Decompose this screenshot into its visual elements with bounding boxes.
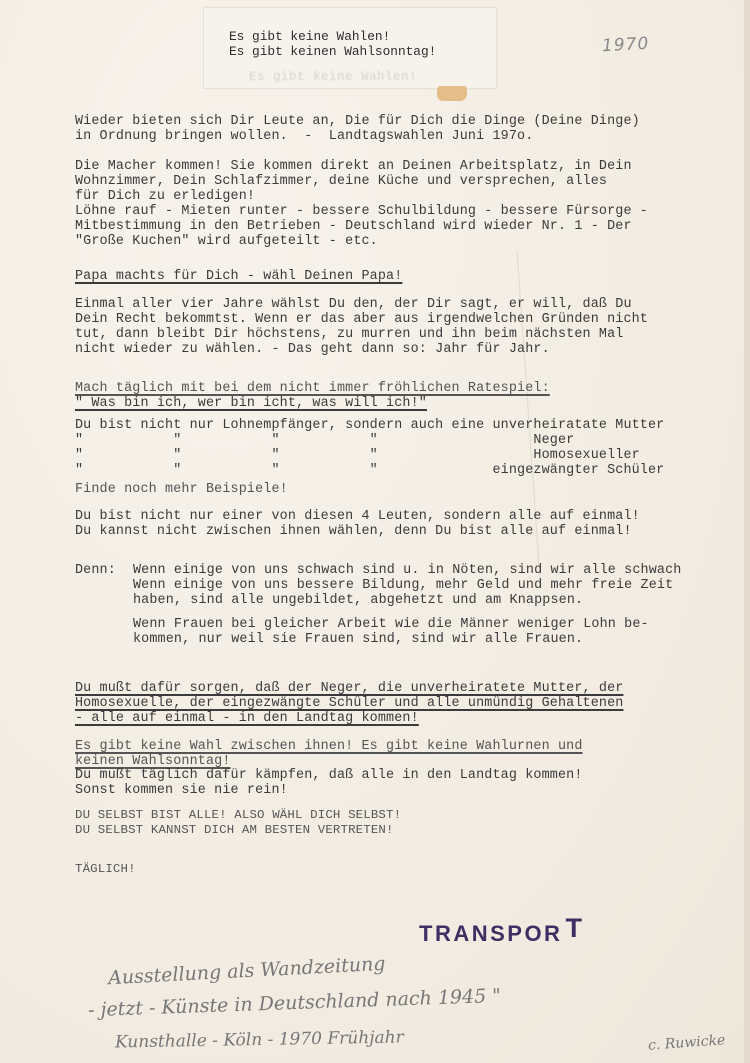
handwritten-note: Kunsthalle - Köln - 1970 Frühjahr [114,1027,404,1053]
landtag-line: Du mußt dafür sorgen, daß der Neger, die unverheiratete Mutter, der [75,681,624,696]
ratespiel-item: Du bist nicht nur Lohnempfänger, sondern auch eine unverheiratate Mutter [75,418,665,433]
intro-line: in Ordnung bringen wollen. - Landtagswahlen Juni 197o. [75,129,534,144]
handwritten-signature: c. Ruwicke [647,1032,726,1054]
ratespiel-item: Finde noch mehr Beispiele! [75,482,288,497]
title-line-2: Es gibt keinen Wahlsonntag! [229,44,437,59]
landtag-line: Homosexuelle, der eingezwängte Schüler und alle unmündig Gehaltenen [75,696,624,711]
alle-line: Du bist nicht nur einer von diesen 4 Leuten, sondern alle auf einmal! [75,509,640,524]
title-line-1: Es gibt keine Wahlen! [229,29,391,44]
denn-line: haben, sind alle ungebildet, abgehetzt und am Knappsen. [133,593,584,608]
handwritten-note: Ausstellung als Wandzeitung [107,952,386,990]
ratespiel-item: " " " " Homosexueller [75,448,640,463]
closing-text: TÄGLICH! [75,862,136,876]
alle-line: Du kannst nicht zwischen ihnen wählen, denn Du bist alle auf einmal! [75,524,632,539]
selbst-line: DU SELBST BIST ALLE! ALSO WÄHL DICH SELBST! [75,808,402,822]
ghost-text: Es gibt keine Wahlen! [249,70,418,84]
macher-line: Die Macher kommen! Sie kommen direkt an Deinen Arbeitsplatz, in Dein [75,159,632,174]
ratespiel-item: " " " " eingezwängter Schüler [75,463,665,478]
selbst-line: DU SELBST KANNST DICH AM BESTEN VERTRETEN! [75,823,394,837]
landtag-line: - alle auf einmal - in den Landtag kommen! [75,711,419,726]
page-edge [744,0,750,1063]
papa-heading: Papa machts für Dich - wähl Deinen Papa! [75,269,403,284]
denn-line: Wenn einige von uns schwach sind u. in Nöten, sind wir alle schwach [133,563,682,578]
keine-wahl-line: Es gibt keine Wahl zwischen ihnen! Es gibt keine Wahlurnen und [75,739,583,754]
keine-wahl-line: keinen Wahlsonntag! [75,754,231,769]
kaempfen-line: Du mußt täglich dafür kämpfen, daß alle in den Landtag kommen! [75,768,583,783]
intro-line: Wieder bieten sich Dir Leute an, Die für Dich die Dinge (Deine Dinge) [75,114,640,129]
papa-text-line: tut, dann bleibt Dir höchstens, zu murren und ihn beim nächsten Mal [75,327,624,342]
transport-stamp [419,913,585,948]
ratespiel-heading: Mach täglich mit bei dem nicht immer fröhlichen Ratespiel: [75,381,550,396]
tape-stain [437,86,467,101]
frauen-line: Wenn Frauen bei gleicher Arbeit wie die Männer weniger Lohn be- [133,617,649,632]
macher-line: Mitbestimmung in den Betrieben - Deutschland wird wieder Nr. 1 - Der [75,219,632,234]
macher-line: Löhne rauf - Mieten runter - bessere Schulbildung - bessere Fürsorge - [75,204,648,219]
kaempfen-line: Sonst kommen sie nie rein! [75,783,288,798]
papa-text-line: Dein Recht bekommtst. Wenn er das aber aus irgendwelchen Gründen nicht [75,312,648,327]
year-annotation: 1970 [601,33,650,57]
stamp-last-letter: T [565,913,585,943]
macher-line: "Große Kuchen" wird aufgeteilt - etc. [75,234,378,249]
ratespiel-item: " " " " Neger [75,433,575,448]
handwritten-note: - jetzt - Künste in Deutschland nach 1945 " [87,984,502,1022]
stamp-text: TRANSPOR [419,921,563,946]
macher-line: Wohnzimmer, Dein Schlafzimmer, deine Küche und versprechen, alles [75,174,608,189]
ratespiel-heading: " Was bin ich, wer bin icht, was will ich!" [75,396,427,411]
macher-line: für Dich zu erledigen! [75,189,256,204]
denn-label: Denn: [75,563,116,578]
papa-text-line: nicht wieder zu wählen. - Das geht dann so: Jahr für Jahr. [75,342,550,357]
frauen-line: kommen, nur weil sie Frauen sind, sind wir alle Frauen. [133,632,584,647]
denn-line: Wenn einige von uns bessere Bildung, mehr Geld und mehr freie Zeit [133,578,674,593]
papa-text-line: Einmal aller vier Jahre wählst Du den, der Dir sagt, er will, daß Du [75,297,632,312]
